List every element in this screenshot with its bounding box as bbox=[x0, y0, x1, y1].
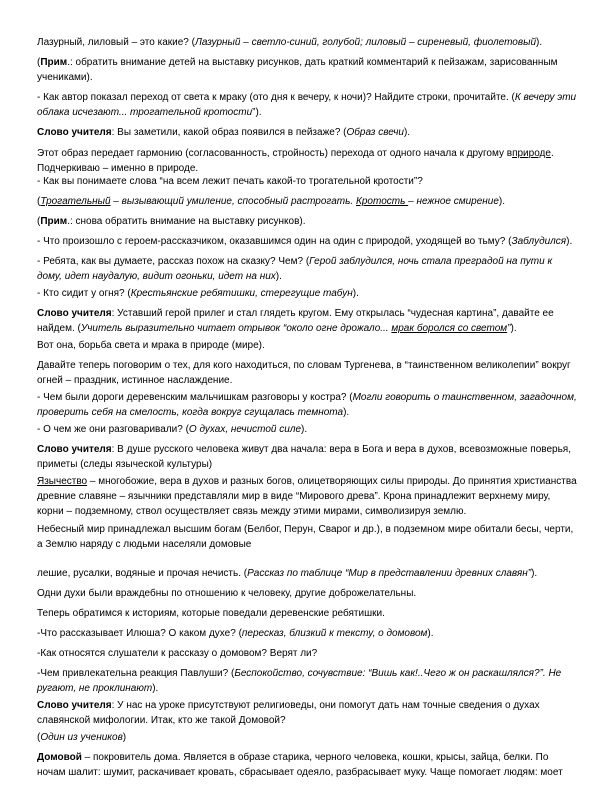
text-segment: : Уставший герой прилег и стал глядеть кругом. Ему открылась “чудесная картина”, давайте ее найдем. ( bbox=[37, 308, 554, 334]
text-segment: ( bbox=[37, 57, 41, 68]
question-paragraph bbox=[37, 234, 577, 249]
text-segment: Этот образ передает гармонию (согласованность, стройность) перехода от одного начала к другому в bbox=[37, 148, 513, 159]
paragraph bbox=[37, 146, 577, 176]
text-segment: -Как относятся слушатели к рассказу о домовом? Верят ли? bbox=[37, 648, 318, 659]
text-segment: .: обратить внимание детей на выставку рисунков, дать краткий комментарий к пейзажам, зарисованным учениками). bbox=[37, 57, 558, 83]
paragraph bbox=[37, 35, 577, 50]
question-paragraph bbox=[37, 174, 577, 189]
question-paragraph bbox=[37, 646, 577, 661]
question-paragraph bbox=[37, 90, 577, 120]
text-segment: ) bbox=[122, 732, 127, 743]
text-segment: ). bbox=[566, 236, 573, 247]
teacher-word-paragraph bbox=[37, 698, 577, 728]
teacher-word-paragraph bbox=[37, 442, 577, 472]
question-paragraph bbox=[37, 254, 577, 284]
text-segment: : В душе русского человека живут два начала: вера в Бога и вера в духов, всевозможные поверья, приметы (следы языческой культуры) bbox=[37, 444, 571, 470]
text-segment: ). bbox=[301, 424, 308, 435]
text-segment: лешие, русалки, водяные и прочая нечисть. ( bbox=[37, 568, 248, 579]
text-segment: : Вы заметили, какой образ появился в пейзаже? ( bbox=[111, 127, 347, 138]
text-segment: Учитель выразительно читает отрывок “около огне дрожало... bbox=[80, 323, 392, 334]
text-segment: ” bbox=[507, 323, 511, 334]
text-segment: Одни духи были враждебны по отношению к человеку, другие доброжелательны. bbox=[37, 588, 417, 599]
text-segment: ). bbox=[531, 568, 538, 579]
text-segment: Кротость bbox=[355, 196, 409, 207]
paragraph bbox=[37, 358, 577, 388]
text-segment: Давайте теперь поговорим о тех, для кого находиться, по словам Тургенева, в “таинственном великолепии” вокруг огней – праздник, истинное наслаждение. bbox=[37, 360, 571, 386]
text-segment: - Что произошло с героем-рассказчиком, оказавшимся один на один с природой, уходящей во тьму? ( bbox=[37, 236, 512, 247]
text-segment: Беспокойство, сочувствие: “Вишь как!..Чего ж он раскашлялся?”. Не ругают, не проклинают bbox=[37, 668, 562, 694]
question-paragraph bbox=[37, 286, 577, 301]
text-segment: Слово учителя bbox=[37, 700, 112, 711]
text-segment: природе bbox=[512, 148, 551, 159]
text-segment: Слово учителя bbox=[37, 308, 112, 319]
text-segment: ( bbox=[37, 216, 41, 227]
question-paragraph bbox=[37, 422, 577, 437]
paragraph bbox=[37, 522, 577, 552]
text-segment: Слово учителя bbox=[37, 444, 112, 455]
text-segment: .: снова обратить внимание на выставку рисунков). bbox=[67, 216, 306, 227]
teacher-word-paragraph bbox=[37, 306, 577, 336]
question-paragraph bbox=[37, 626, 577, 641]
text-segment: - Как автор показал переход от света к мраку (ото дня к вечеру, к ночи)? Найдите строки, прочитайте. ( bbox=[37, 92, 515, 103]
paragraph bbox=[37, 586, 577, 601]
note-paragraph bbox=[37, 55, 577, 85]
text-segment: ). bbox=[498, 196, 505, 207]
question-paragraph bbox=[37, 390, 577, 420]
text-segment: - Кто сидит у огня? ( bbox=[37, 288, 131, 299]
text-segment: Прим bbox=[40, 57, 68, 68]
text-segment: – многобожие, вера в духов и разных богов, олицетворяющих силы природы. До принятия христианства древние славяне – язычники представляли мир в виде “Мирового древа”. Крона принадлежит верхнему миру, корни – подземному, ствол осуществляет связь между этими мирами, символизируя землю. bbox=[37, 476, 577, 517]
text-segment: – покровитель дома. Является в образе старика, черного человека, кошки, крысы, зайца, белки. По ночам шалит: шумит, раскачивает кровать, сбрасывает одеяло, разбрасывает муку. Чаще помогает людям: моет bbox=[37, 752, 563, 778]
text-segment: Образ свечи bbox=[346, 127, 404, 138]
text-segment: пересказ, близкий к тексту, о домовом bbox=[241, 628, 428, 639]
text-segment: ”). bbox=[252, 107, 262, 118]
text-segment: Могли говорить о таинственном, загадочном, проверить себя на смелость, когда вокруг сгущалась темнота bbox=[37, 392, 577, 418]
text-segment: - О чем же они разговаривали? ( bbox=[37, 424, 189, 435]
note-paragraph bbox=[37, 214, 577, 229]
text-segment: - Как вы понимаете слова “на всем лежит печать какой-то трогательной кротости”? bbox=[37, 176, 423, 187]
text-segment: Трогательный bbox=[40, 196, 111, 207]
text-segment: ). bbox=[403, 127, 411, 138]
text-segment: Язычество bbox=[37, 476, 88, 487]
paragraph bbox=[37, 730, 577, 745]
question-paragraph bbox=[37, 666, 577, 696]
definition-paragraph bbox=[37, 474, 577, 519]
text-segment: Небесный мир принадлежал высшим богам (Белбог, Перун, Сварог и др.), в подземном мире обитали бесы, черти, а Землю наряду с людьми населяли домовые bbox=[37, 524, 574, 550]
teacher-word-paragraph bbox=[37, 125, 577, 140]
text-segment: ). bbox=[427, 628, 434, 639]
text-segment: - Чем были дороги деревенским мальчишкам разговоры у костра? ( bbox=[37, 392, 353, 403]
definition-paragraph bbox=[37, 194, 577, 209]
text-segment: Герой заблудился, ночь стала преградой на пути к дому, идет наудалую, видит огоньки, идет на них bbox=[37, 256, 553, 282]
text-segment: Лазурный – светло-синий, голубой; лиловый – сиреневый, фиолетовый bbox=[194, 37, 537, 48]
text-segment: ). bbox=[152, 683, 159, 694]
text-segment: ). bbox=[536, 37, 543, 48]
text-segment: Домовой bbox=[37, 752, 82, 763]
text-segment: . Подчеркиваю – именно в природе. bbox=[37, 148, 554, 174]
paragraph bbox=[37, 606, 577, 621]
text-segment: ). bbox=[343, 407, 350, 418]
text-segment: Рассказ по таблице “Мир в представлении древних славян” bbox=[247, 568, 532, 579]
text-segment: -Что рассказывает Илюша? О каком духе? ( bbox=[37, 628, 242, 639]
text-segment: К вечеру эти облака исчезают... трогательной кротости bbox=[37, 92, 577, 118]
text-segment: Вот она, борьба света и мрака в природе (мире). bbox=[37, 340, 265, 351]
paragraph bbox=[37, 566, 577, 581]
text-segment: О духах, нечистой силе bbox=[188, 424, 302, 435]
text-segment: ). bbox=[510, 323, 517, 334]
text-segment: ( bbox=[37, 196, 41, 207]
text-segment: – нежное смирение bbox=[408, 196, 499, 207]
text-segment: -Чем привлекательна реакция Павлуши? ( bbox=[37, 668, 235, 679]
text-segment: Слово учителя bbox=[37, 127, 112, 138]
text-segment: Теперь обратимся к историям, которые поведали деревенские ребятишки. bbox=[37, 608, 385, 619]
paragraph bbox=[37, 338, 577, 353]
text-segment: мрак боролся со светом bbox=[391, 323, 508, 334]
text-segment: ). bbox=[275, 271, 282, 282]
text-segment: Прим bbox=[40, 216, 68, 227]
text-segment: Заблудился bbox=[511, 236, 567, 247]
text-segment: – вызывающий умиление, способный растрогать. bbox=[110, 196, 356, 207]
text-segment: Один из учеников bbox=[40, 732, 123, 743]
text-segment: Крестьянские ребятишки, стерегущие табун bbox=[130, 288, 353, 299]
text-segment: ). bbox=[352, 288, 359, 299]
definition-paragraph bbox=[37, 750, 577, 780]
text-segment: Лазурный, лиловый – это какие? ( bbox=[37, 37, 195, 48]
text-segment: - Ребята, как вы думаете, рассказ похож на сказку? Чем? ( bbox=[37, 256, 310, 267]
text-segment: : У нас на уроке присутствуют религиоведы, они помогут дать нам точные сведения о духах славянской мифологии. Итак, кто же такой Домовой? bbox=[37, 700, 540, 726]
text-segment: ( bbox=[37, 732, 41, 743]
